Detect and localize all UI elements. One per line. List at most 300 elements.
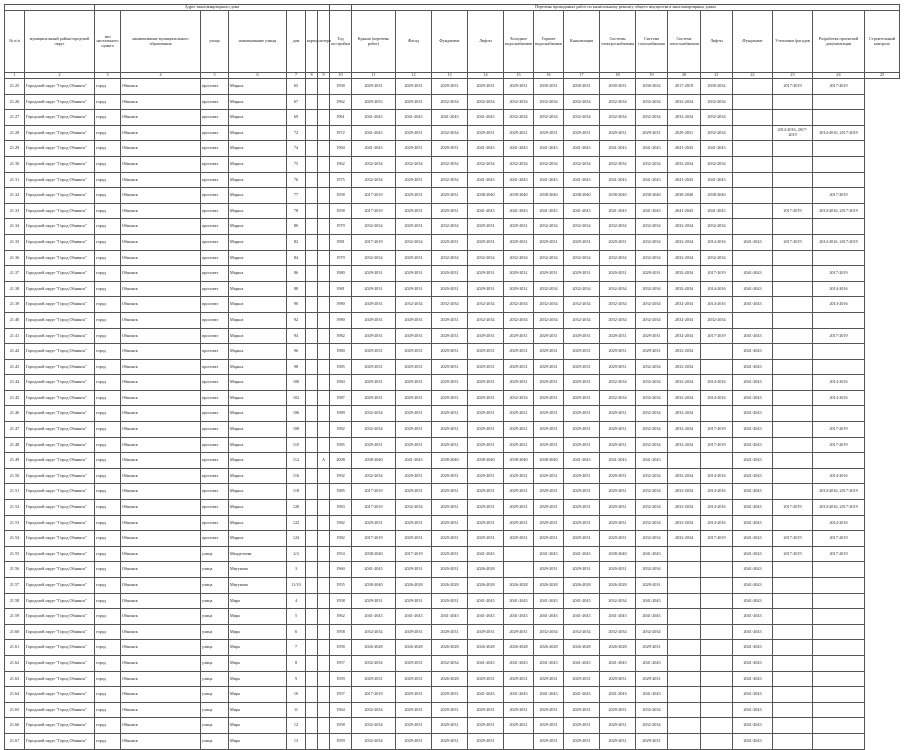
cell-n: 21.46 bbox=[5, 406, 25, 422]
cell-lit bbox=[318, 250, 330, 266]
cell-work-period: 2032-2034 bbox=[636, 234, 668, 250]
cell-mo: Обнинск bbox=[121, 203, 201, 219]
cell-work-period: 2032-2034 bbox=[668, 437, 701, 453]
cell-work-period bbox=[668, 609, 701, 625]
cell-work-period: 2029-2031 bbox=[564, 125, 600, 141]
cell-dom: 94 bbox=[287, 328, 306, 344]
cell-work-period: 2029-2031 bbox=[432, 515, 468, 531]
cell-rayon: Городской округ "Город Обнинск" bbox=[25, 312, 95, 328]
cell-work-period bbox=[773, 390, 813, 406]
cell-mo: Обнинск bbox=[121, 125, 201, 141]
cell-name: Маркса bbox=[229, 531, 287, 547]
cell-lit bbox=[318, 593, 330, 609]
cell-work-period: 2017-2019 bbox=[352, 484, 396, 500]
cell-n: 21.62 bbox=[5, 655, 25, 671]
cell-year: 1992 bbox=[330, 468, 352, 484]
cell-work-period: 2029-2031 bbox=[636, 328, 668, 344]
cell-work-period: 2029-2031 bbox=[504, 328, 534, 344]
cell-work-period: 2029-2031 bbox=[600, 702, 636, 718]
cell-tip: город bbox=[95, 578, 121, 594]
cell-tip: город bbox=[95, 406, 121, 422]
cell-work-period: 2029-2031 bbox=[504, 422, 534, 438]
cell-work-period: 2029-2031 bbox=[504, 281, 534, 297]
cell-n: 21.39 bbox=[5, 297, 25, 313]
cell-work-period: 2029-2031 bbox=[600, 531, 636, 547]
column-header: № п/п bbox=[5, 11, 25, 73]
cell-work-period: 2038-2040 bbox=[534, 188, 564, 204]
cell-name: Менделеева bbox=[229, 546, 287, 562]
column-number: 1 bbox=[5, 73, 25, 79]
cell-mo: Обнинск bbox=[121, 375, 201, 391]
cell-work-period: 2026-2028 bbox=[564, 640, 600, 656]
column-header: Утепление фасадов bbox=[773, 11, 813, 73]
cell-work-period: 2032-2034 bbox=[636, 702, 668, 718]
cell-work-period: 2032-2034 bbox=[701, 125, 733, 141]
cell-n: 21.43 bbox=[5, 359, 25, 375]
cell-work-period: 2029-2031 bbox=[504, 484, 534, 500]
cell-work-period bbox=[668, 453, 701, 469]
cell-n: 21.64 bbox=[5, 687, 25, 703]
cell-work-period: 2026-2028 bbox=[534, 640, 564, 656]
cell-lit bbox=[318, 718, 330, 734]
cell-work-period: 2017-2019 bbox=[813, 266, 865, 282]
cell-work-period: 2041-2043 bbox=[396, 609, 432, 625]
cell-work-period: 2032-2034 bbox=[352, 406, 396, 422]
cell-korp bbox=[306, 375, 318, 391]
cell-work-period: 2041-2043 bbox=[733, 640, 773, 656]
table-row bbox=[5, 281, 900, 297]
cell-work-period: 2029-2031 bbox=[504, 406, 534, 422]
cell-korp bbox=[306, 79, 318, 95]
cell-work-period: 2041-2043 bbox=[733, 390, 773, 406]
cell-mo: Обнинск bbox=[121, 546, 201, 562]
cell-work-period: 2014-2016, 2017-2019 bbox=[813, 203, 865, 219]
cell-work-period: 2041-2043 bbox=[733, 266, 773, 282]
cell-rayon: Городской округ "Город Обнинск" bbox=[25, 531, 95, 547]
column-header: Лифты bbox=[468, 11, 504, 73]
cell-work-period: 2041-2043 bbox=[636, 687, 668, 703]
column-header: Разработка проектной документации bbox=[813, 11, 865, 73]
column-header: Горячее водоснабжение bbox=[534, 11, 564, 73]
table-row bbox=[5, 156, 900, 172]
cell-work-period: 2032-2034 bbox=[668, 531, 701, 547]
cell-work-period bbox=[733, 188, 773, 204]
cell-work-period: 2032-2034 bbox=[636, 110, 668, 126]
cell-ul: проспект bbox=[201, 188, 229, 204]
cell-work-period: 2029-2031 bbox=[468, 515, 504, 531]
cell-dom: 12 bbox=[287, 718, 306, 734]
cell-work-period: 2017-2019 bbox=[773, 234, 813, 250]
cell-mo: Обнинск bbox=[121, 328, 201, 344]
cell-name: Мира bbox=[229, 593, 287, 609]
cell-ul: проспект bbox=[201, 79, 229, 95]
cell-year: 1957 bbox=[330, 687, 352, 703]
cell-rayon: Городской округ "Город Обнинск" bbox=[25, 515, 95, 531]
cell-work-period bbox=[668, 624, 701, 640]
column-number: 21 bbox=[701, 73, 733, 79]
cell-work-period: 2041-2043 bbox=[600, 453, 636, 469]
cell-work-period: 2026-2028 bbox=[432, 640, 468, 656]
table-row bbox=[5, 188, 900, 204]
cell-name: Мира bbox=[229, 624, 287, 640]
cell-work-period bbox=[813, 687, 865, 703]
cell-work-period: 2029-2031 bbox=[534, 468, 564, 484]
cell-name: Мира bbox=[229, 609, 287, 625]
cell-rayon: Городской округ "Город Обнинск" bbox=[25, 234, 95, 250]
cell-work-period: 2041-2043 bbox=[432, 609, 468, 625]
cell-rayon: Городской округ "Город Обнинск" bbox=[25, 141, 95, 157]
cell-year: 1982 bbox=[330, 531, 352, 547]
cell-work-period: 2029-2031 bbox=[468, 702, 504, 718]
cell-work-period: 2014-2016 bbox=[701, 390, 733, 406]
cell-work-period: 2029-2031 bbox=[396, 406, 432, 422]
cell-work-period: 2029-2031 bbox=[396, 515, 432, 531]
cell-work-period: 2032-2034 bbox=[396, 500, 432, 516]
cell-work-period: 2041-2043 bbox=[534, 655, 564, 671]
cell-work-period bbox=[773, 94, 813, 110]
cell-mo: Обнинск bbox=[121, 718, 201, 734]
cell-dom: 124 bbox=[287, 531, 306, 547]
cell-lit bbox=[318, 500, 330, 516]
cell-work-period: 2041-2043 bbox=[468, 609, 504, 625]
cell-work-period: 2029-2031 bbox=[468, 718, 504, 734]
cell-work-period bbox=[701, 655, 733, 671]
cell-work-period: 2029-2031 bbox=[432, 141, 468, 157]
cell-work-period: 2029-2031 bbox=[396, 281, 432, 297]
cell-work-period: 2029-2031 bbox=[534, 406, 564, 422]
cell-n: 21.49 bbox=[5, 453, 25, 469]
cell-dom: 10 bbox=[287, 687, 306, 703]
cell-dom: 98 bbox=[287, 359, 306, 375]
repair-schedule-table bbox=[4, 4, 900, 750]
cell-tip: город bbox=[95, 687, 121, 703]
cell-mo: Обнинск bbox=[121, 562, 201, 578]
cell-rayon: Городской округ "Город Обнинск" bbox=[25, 188, 95, 204]
cell-work-period: 2026-2028 bbox=[504, 640, 534, 656]
cell-work-period: 2032-2034 bbox=[352, 624, 396, 640]
cell-work-period bbox=[773, 562, 813, 578]
cell-rayon: Городской округ "Город Обнинск" bbox=[25, 406, 95, 422]
cell-n: 21.45 bbox=[5, 390, 25, 406]
cell-ul: улица bbox=[201, 562, 229, 578]
cell-work-period: 2017-2019 bbox=[701, 531, 733, 547]
cell-lit bbox=[318, 79, 330, 95]
cell-work-period: 2014-2016 bbox=[813, 468, 865, 484]
cell-work-period: 2014-2016, 2017-2019 bbox=[773, 125, 813, 141]
cell-work-period: 2032-2034 bbox=[504, 297, 534, 313]
cell-n: 21.66 bbox=[5, 718, 25, 734]
cell-tip: город bbox=[95, 219, 121, 235]
cell-name: Маркса bbox=[229, 79, 287, 95]
cell-work-period: 2014-2016 bbox=[701, 234, 733, 250]
cell-work-period: 2029-2031 bbox=[504, 500, 534, 516]
cell-year: 1959 bbox=[330, 671, 352, 687]
cell-n: 21.59 bbox=[5, 609, 25, 625]
cell-work-period: 2029-2031 bbox=[636, 671, 668, 687]
cell-work-period: 2041-2043 bbox=[636, 203, 668, 219]
cell-work-period: 2029-2031 bbox=[600, 500, 636, 516]
cell-work-period bbox=[504, 733, 534, 749]
cell-year: 1958 bbox=[330, 79, 352, 95]
cell-work-period: 2026-2028 bbox=[468, 562, 504, 578]
cell-work-period: 2041-2043 bbox=[564, 655, 600, 671]
cell-work-period: 2017-2019 bbox=[352, 234, 396, 250]
cell-dom: 75 bbox=[287, 156, 306, 172]
cell-work-period: 2041-2043 bbox=[504, 141, 534, 157]
cell-dom: 102 bbox=[287, 390, 306, 406]
cell-work-period: 2032-2034 bbox=[600, 156, 636, 172]
cell-work-period bbox=[773, 593, 813, 609]
cell-tip: город bbox=[95, 188, 121, 204]
cell-korp bbox=[306, 281, 318, 297]
cell-name: Маркса bbox=[229, 141, 287, 157]
column-number: 17 bbox=[564, 73, 600, 79]
cell-work-period: 2029-2031 bbox=[636, 266, 668, 282]
cell-name: Маркса bbox=[229, 250, 287, 266]
cell-work-period: 2029-2031 bbox=[564, 422, 600, 438]
cell-work-period: 2029-2031 bbox=[668, 125, 701, 141]
cell-rayon: Городской округ "Город Обнинск" bbox=[25, 344, 95, 360]
cell-year: 1957 bbox=[330, 655, 352, 671]
cell-work-period: 2032-2034 bbox=[636, 250, 668, 266]
cell-rayon: Городской округ "Город Обнинск" bbox=[25, 671, 95, 687]
cell-work-period: 2014-2016 bbox=[701, 375, 733, 391]
cell-work-period: 2029-2031 bbox=[396, 422, 432, 438]
cell-work-period: 2032-2034 bbox=[701, 94, 733, 110]
cell-ul: проспект bbox=[201, 344, 229, 360]
cell-ul: проспект bbox=[201, 266, 229, 282]
table-row bbox=[5, 593, 900, 609]
cell-work-period bbox=[733, 110, 773, 126]
cell-work-period: 2029-2031 bbox=[534, 733, 564, 749]
cell-mo: Обнинск bbox=[121, 94, 201, 110]
cell-work-period: 2029-2031 bbox=[534, 718, 564, 734]
cell-name: Маркса bbox=[229, 281, 287, 297]
cell-lit bbox=[318, 375, 330, 391]
table-row bbox=[5, 94, 900, 110]
cell-work-period: 2032-2034 bbox=[600, 281, 636, 297]
column-number: 12 bbox=[396, 73, 432, 79]
cell-work-period bbox=[668, 687, 701, 703]
cell-rayon: Городской округ "Город Обнинск" bbox=[25, 203, 95, 219]
cell-work-period: 2014-2016, 2017-2019 bbox=[813, 125, 865, 141]
cell-work-period: 2038-2040 bbox=[468, 453, 504, 469]
cell-work-period: 2029-2031 bbox=[564, 437, 600, 453]
cell-year: 1961 bbox=[330, 110, 352, 126]
cell-lit bbox=[318, 406, 330, 422]
cell-ul: улица bbox=[201, 593, 229, 609]
cell-name: Маркса bbox=[229, 110, 287, 126]
cell-work-period: 2032-2034 bbox=[636, 515, 668, 531]
table-row bbox=[5, 390, 900, 406]
cell-ul: проспект bbox=[201, 234, 229, 250]
cell-dom: 13 bbox=[287, 733, 306, 749]
cell-work-period: 2041-2043 bbox=[733, 453, 773, 469]
cell-work-period: 2029-2031 bbox=[600, 328, 636, 344]
cell-ul: улица bbox=[201, 671, 229, 687]
cell-work-period: 2032-2034 bbox=[636, 468, 668, 484]
table-row bbox=[5, 702, 900, 718]
cell-work-period bbox=[773, 141, 813, 157]
cell-work-period bbox=[773, 687, 813, 703]
cell-work-period: 2038-2040 bbox=[636, 188, 668, 204]
column-number: 24 bbox=[813, 73, 865, 79]
cell-work-period: 2038-2040 bbox=[352, 578, 396, 594]
cell-work-period: 2029-2031 bbox=[432, 562, 468, 578]
cell-rayon: Городской округ "Город Обнинск" bbox=[25, 578, 95, 594]
cell-mo: Обнинск bbox=[121, 172, 201, 188]
cell-name: Маркса bbox=[229, 203, 287, 219]
cell-work-period bbox=[773, 266, 813, 282]
table-row bbox=[5, 609, 900, 625]
cell-ul: проспект bbox=[201, 515, 229, 531]
cell-work-period bbox=[733, 125, 773, 141]
cell-work-period bbox=[773, 515, 813, 531]
cell-work-period bbox=[701, 546, 733, 562]
cell-lit bbox=[318, 546, 330, 562]
cell-work-period: 2041-2043 bbox=[468, 687, 504, 703]
cell-work-period bbox=[773, 219, 813, 235]
cell-work-period: 2030-2031 bbox=[564, 79, 600, 95]
cell-ul: проспект bbox=[201, 359, 229, 375]
cell-work-period bbox=[701, 593, 733, 609]
cell-n: 21.25 bbox=[5, 79, 25, 95]
cell-work-period: 2026-2028 bbox=[352, 640, 396, 656]
table-row bbox=[5, 640, 900, 656]
table-row bbox=[5, 687, 900, 703]
cell-work-period: 2029-2031 bbox=[432, 79, 468, 95]
cell-mo: Обнинск bbox=[121, 702, 201, 718]
cell-work-period: 2041-2043 bbox=[733, 359, 773, 375]
cell-n: 21.37 bbox=[5, 266, 25, 282]
cell-n: 21.60 bbox=[5, 624, 25, 640]
cell-work-period: 2029-2031 bbox=[468, 671, 504, 687]
cell-tip: город bbox=[95, 359, 121, 375]
cell-n: 21.33 bbox=[5, 203, 25, 219]
cell-work-period bbox=[773, 297, 813, 313]
cell-work-period: 2017-2019 bbox=[701, 437, 733, 453]
cell-dom: 6 bbox=[287, 624, 306, 640]
column-number: 19 bbox=[636, 73, 668, 79]
cell-mo: Обнинск bbox=[121, 624, 201, 640]
cell-lit bbox=[318, 297, 330, 313]
cell-work-period: 2032-2034 bbox=[668, 110, 701, 126]
cell-lit bbox=[318, 234, 330, 250]
cell-rayon: Городской округ "Город Обнинск" bbox=[25, 422, 95, 438]
cell-name: Маркса bbox=[229, 156, 287, 172]
cell-work-period: 2032-2034 bbox=[352, 702, 396, 718]
cell-rayon: Городской округ "Город Обнинск" bbox=[25, 562, 95, 578]
cell-work-period: 2014-2016 bbox=[701, 484, 733, 500]
cell-work-period bbox=[813, 94, 865, 110]
cell-work-period: 2041-2043 bbox=[733, 375, 773, 391]
cell-work-period: 2041-2043 bbox=[504, 203, 534, 219]
cell-work-period: 2029-2031 bbox=[504, 671, 534, 687]
cell-name: Мира bbox=[229, 718, 287, 734]
cell-work-period: 2014-2016 bbox=[701, 515, 733, 531]
cell-work-period: 2041-2043 bbox=[733, 234, 773, 250]
cell-work-period bbox=[813, 406, 865, 422]
cell-work-period bbox=[701, 671, 733, 687]
cell-tip: город bbox=[95, 172, 121, 188]
cell-work-period: 2041-2043 bbox=[733, 531, 773, 547]
cell-work-period: 2029-2031 bbox=[352, 344, 396, 360]
cell-work-period: 2014-2016, 2017-2019 bbox=[813, 234, 865, 250]
cell-work-period bbox=[813, 609, 865, 625]
cell-work-period: 2032-2034 bbox=[668, 375, 701, 391]
cell-name: Маркса bbox=[229, 375, 287, 391]
cell-work-period: 2029-2031 bbox=[396, 687, 432, 703]
cell-lit bbox=[318, 640, 330, 656]
column-header: наименование улицы bbox=[229, 11, 287, 73]
cell-work-period: 2041-2043 bbox=[468, 546, 504, 562]
cell-work-period: 2029-2031 bbox=[432, 531, 468, 547]
cell-work-period: 2029-2031 bbox=[564, 468, 600, 484]
cell-work-period: 2041-2043 bbox=[534, 593, 564, 609]
cell-work-period bbox=[813, 593, 865, 609]
cell-work-period: 2029-2031 bbox=[352, 328, 396, 344]
cell-work-period: 2032-2034 bbox=[636, 484, 668, 500]
cell-work-period bbox=[733, 219, 773, 235]
cell-work-period: 2041-2043 bbox=[352, 125, 396, 141]
cell-work-period: 2041-2043 bbox=[564, 203, 600, 219]
cell-work-period: 2041-2043 bbox=[733, 546, 773, 562]
cell-ul: проспект bbox=[201, 297, 229, 313]
cell-work-period: 2041-2043 bbox=[564, 687, 600, 703]
cell-work-period: 2017-2019 bbox=[396, 546, 432, 562]
cell-work-period: 2032-2034 bbox=[534, 156, 564, 172]
cell-lit bbox=[318, 609, 330, 625]
cell-work-period: 2029-2031 bbox=[396, 562, 432, 578]
cell-rayon: Городской округ "Город Обнинск" bbox=[25, 110, 95, 126]
cell-work-period: 2029-2031 bbox=[534, 484, 564, 500]
cell-work-period bbox=[733, 156, 773, 172]
column-number: 22 bbox=[733, 73, 773, 79]
column-number: 15 bbox=[504, 73, 534, 79]
cell-work-period: 2029-2031 bbox=[432, 359, 468, 375]
column-header: литера bbox=[318, 11, 330, 73]
cell-work-period bbox=[773, 156, 813, 172]
cell-work-period: 2038-2040 bbox=[468, 188, 504, 204]
cell-dom: 108 bbox=[287, 422, 306, 438]
cell-tip: город bbox=[95, 141, 121, 157]
cell-work-period: 2029-2031 bbox=[468, 266, 504, 282]
table-row bbox=[5, 250, 900, 266]
cell-work-period: 2029-2031 bbox=[352, 281, 396, 297]
cell-work-period: 2032-2034 bbox=[636, 156, 668, 172]
cell-work-period: 2041-2043 bbox=[733, 718, 773, 734]
column-header: Система газоснабжения bbox=[636, 11, 668, 73]
cell-name: Маркса bbox=[229, 219, 287, 235]
cell-work-period: 2029-2031 bbox=[564, 266, 600, 282]
cell-work-period: 2032-2034 bbox=[668, 468, 701, 484]
cell-work-period: 2029-2031 bbox=[534, 234, 564, 250]
table-row bbox=[5, 718, 900, 734]
cell-rayon: Городской округ "Город Обнинск" bbox=[25, 172, 95, 188]
cell-work-period bbox=[668, 578, 701, 594]
cell-work-period: 2032-2034 bbox=[668, 156, 701, 172]
table-row bbox=[5, 562, 900, 578]
cell-work-period: 2029-2031 bbox=[600, 718, 636, 734]
cell-work-period: 2029-2031 bbox=[352, 390, 396, 406]
cell-work-period: 2029-2031 bbox=[396, 531, 432, 547]
cell-work-period: 2029-2031 bbox=[564, 500, 600, 516]
cell-work-period: 2041-2043 bbox=[668, 203, 701, 219]
cell-work-period: 2032-2034 bbox=[668, 297, 701, 313]
cell-work-period: 2032-2034 bbox=[636, 219, 668, 235]
cell-tip: город bbox=[95, 468, 121, 484]
cell-work-period: 2032-2034 bbox=[432, 655, 468, 671]
